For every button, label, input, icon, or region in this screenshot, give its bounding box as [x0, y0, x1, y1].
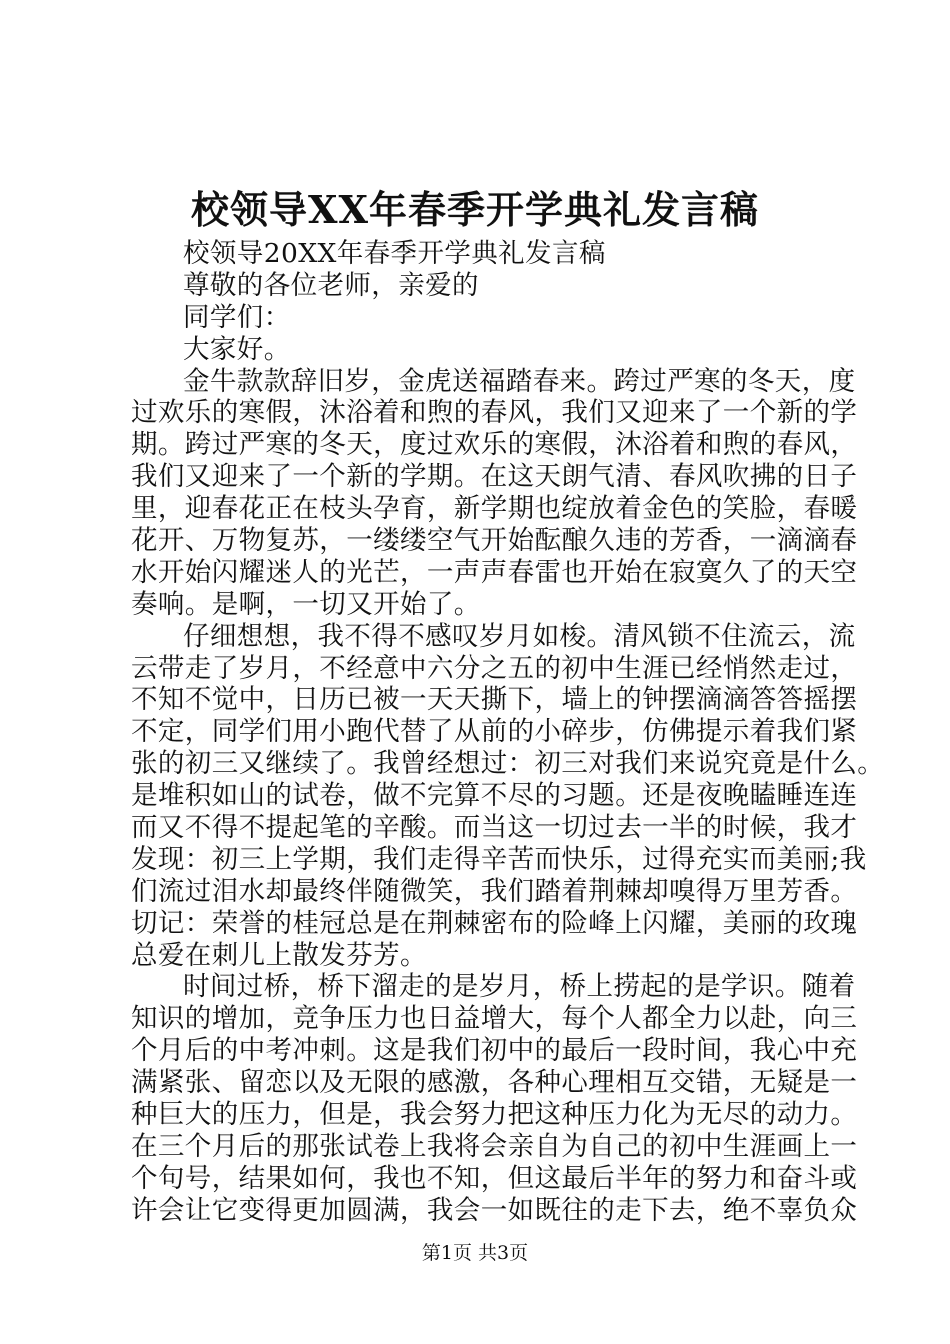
body-line: 个月后的中考冲刺。这是我们初中的最后一段时间，我心中充	[131, 1035, 858, 1067]
document-title: 校领导XX年春季开学典礼发言稿	[191, 187, 759, 232]
page-footer: 第1页 共3页	[421, 1242, 529, 1264]
document-body	[131, 238, 885, 1227]
body-line: 总爱在刺儿上散发芬芳。	[131, 939, 427, 971]
body-line: 是堆积如山的试卷，做不完算不尽的习题。还是夜晚瞌睡连连	[131, 780, 858, 812]
body-line: 种巨大的压力，但是，我会努力把这种压力化为无尽的动力。	[131, 1099, 858, 1131]
body-line: 花开、万物复苏，一缕缕空气开始酝酿久违的芳香，一滴滴春	[131, 525, 858, 557]
body-line: 个句号，结果如何，我也不知，但这最后半年的努力和奋斗或	[131, 1162, 858, 1194]
body-line: 期。跨过严寒的冬天，度过欢乐的寒假，沐浴着和煦的春风，	[131, 429, 858, 461]
body-line: 仔细想想，我不得不感叹岁月如梭。清风锁不住流云，流	[183, 620, 856, 652]
body-line: 校领导20XX年春季开学典礼发言稿	[183, 238, 606, 269]
body-line: 许会让它变得更加圆满，我会一如既往的走下去，绝不辜负众	[131, 1194, 858, 1226]
body-line: 同学们：	[183, 301, 291, 333]
body-line: 不知不觉中，日历已被一天天撕下，墙上的钟摆滴滴答答摇摆	[131, 684, 858, 716]
body-line: 们流过泪水却最终伴随微笑，我们踏着荆棘却嗅得万里芳香。	[131, 875, 858, 907]
body-line: 尊敬的各位老师，亲爱的	[183, 269, 479, 301]
body-line: 在三个月后的那张试卷上我将会亲自为自己的初中生涯画上一	[131, 1130, 858, 1162]
body-line: 过欢乐的寒假，沐浴着和煦的春风，我们又迎来了一个新的学	[131, 397, 858, 429]
body-line: 时间过桥，桥下溜走的是岁月，桥上捞起的是学识。随着	[183, 971, 856, 1003]
body-line: 水开始闪耀迷人的光芒，一声声春雷也开始在寂寞久了的天空	[131, 556, 858, 588]
body-line: 知识的增加，竞争压力也日益增大，每个人都全力以赴，向三	[131, 1003, 858, 1035]
body-line: 里，迎春花正在枝头孕育，新学期也绽放着金色的笑脸，春暖	[131, 493, 858, 525]
body-line: 大家好。	[183, 333, 291, 365]
body-line: 我们又迎来了一个新的学期。在这天朗气清、春风吹拂的日子	[131, 461, 858, 493]
body-line: 奏响。是啊，一切又开始了。	[131, 588, 481, 620]
body-line: 满紧张、留恋以及无限的感激，各种心理相互交错，无疑是一	[131, 1067, 858, 1099]
body-line: 张的初三又继续了。我曾经想过：初三对我们来说究竟是什么。	[131, 748, 885, 780]
body-line: 云带走了岁月，不经意中六分之五的初中生涯已经悄然走过，	[131, 652, 858, 684]
body-line: 发现：初三上学期，我们走得辛苦而快乐，过得充实而美丽;我	[131, 843, 867, 875]
body-line: 而又不得不提起笔的辛酸。而当这一切过去一半的时候，我才	[131, 812, 858, 844]
body-line: 不定，同学们用小跑代替了从前的小碎步，仿佛提示着我们紧	[131, 716, 858, 748]
body-line: 金牛款款辞旧岁，金虎送福踏春来。跨过严寒的冬天，度	[183, 365, 856, 397]
body-line: 切记：荣誉的桂冠总是在荆棘密布的险峰上闪耀，美丽的玫瑰	[131, 907, 858, 939]
